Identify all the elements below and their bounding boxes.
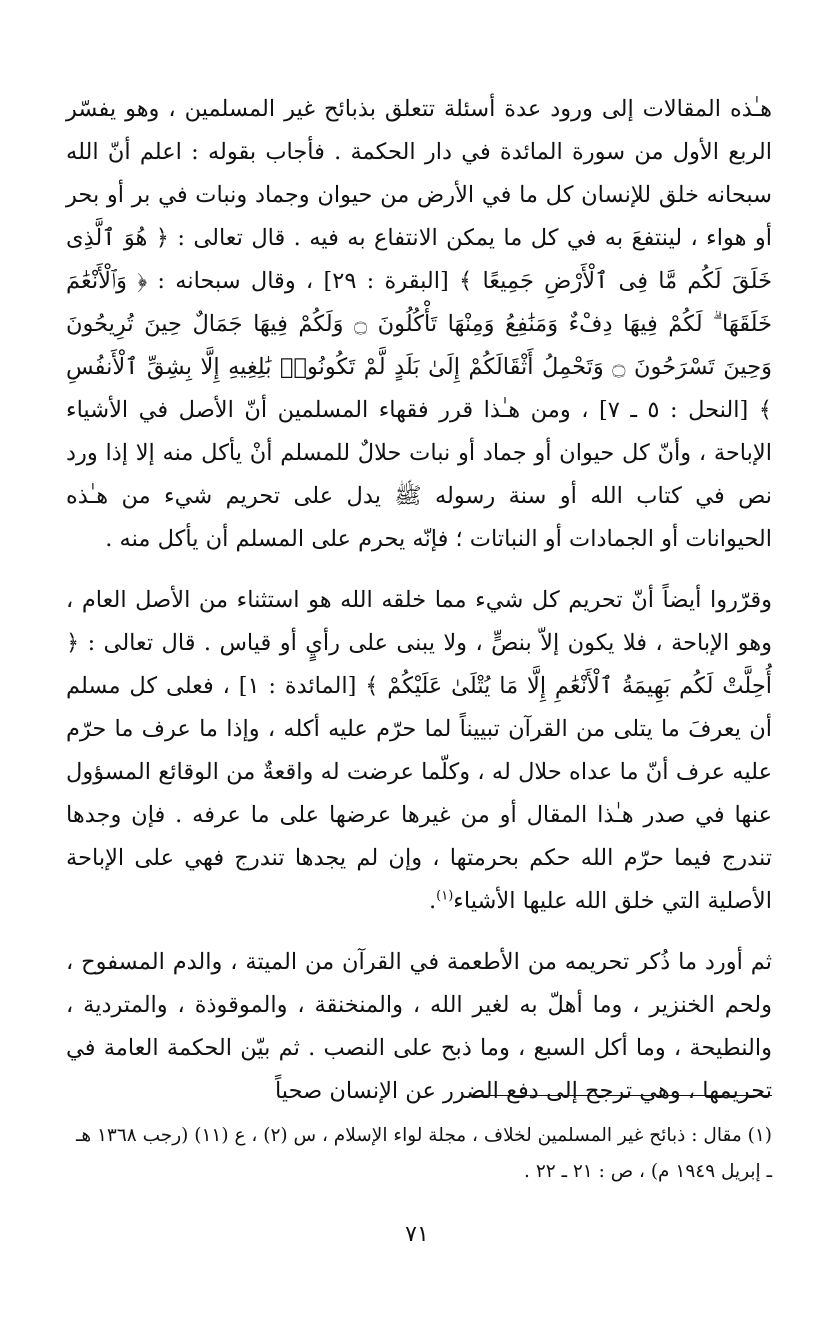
quran-verse-maidah-1: ﴿ أُحِلَّتْ لَكُم بَهِيمَةُ ٱلْأَنْعَٰمِ إِلَّا مَا يُتْلَىٰ عَلَيْكُمْ ﴾ — [66, 630, 772, 699]
paragraph-2-text-end: . — [429, 888, 437, 914]
paragraph-3 — [66, 941, 772, 1113]
paragraph-2 — [66, 579, 772, 923]
footnote-divider — [472, 1095, 772, 1096]
paragraph-1 — [66, 88, 772, 561]
footnote-1 — [66, 1118, 772, 1190]
footnote-1-number: (١) — [747, 1125, 772, 1146]
paragraph-1-text-after: [النحل : ٥ ـ ٧] ، ومن هـٰذا قرر فقهاء المسلمين أنّ الأصل في الأشياء الإباحة ، وأنّ كل حيوان أو جماد أو نبات حلالٌ للمسلم أنْ يأكل منه إلا إذا ورد نص في كتاب الله أو سنة رسوله ﷺ يدل على تحريم شيء من هـٰذه الحيوانات أو الجمادات أو النباتات ؛ فإنّه يحرم على المسلم أن يأكل منه . — [66, 397, 772, 552]
quran-verse-baqarah-29: ﴿ هُوَ ٱلَّذِى خَلَقَ لَكُم مَّا فِى ٱلْأَرْضِ جَمِيعًا ﴾ — [66, 225, 773, 294]
paragraph-3-text: ثم أورد ما ذُكر تحريمه من الأطعمة في القرآن من الميتة ، والدم المسفوح ، ولحم الخنزير ، وما أهلّ به لغير الله ، والمنخنقة ، والموقوذة ، والمتردية ، والنطيحة ، وما أكل السبع ، وما ذبح على النصب . ثم بيّن الحكمة العامة في تحريمها ، وهي ترجح إلى دفع الضرر عن الإنسان صحياً — [66, 949, 772, 1104]
quran-verse-nahl-5-7: ﴿ وَٱلْأَنْعَٰمَ خَلَقَهَا ۗ لَكُمْ فِيهَا دِفْءٌ وَمَنَٰفِعُ وَمِنْهَا تَأْكُلُونَ ۝ وَلَكُمْ فِيهَا جَمَالٌ حِينَ تُرِيحُونَ وَحِينَ تَسْرَحُونَ ۝ وَتَحْمِلُ أَثْقَالَكُمْ إِلَىٰ بَلَدٍ لَّمْ تَكُونُوا۟ بَٰلِغِيهِ إِلَّا بِشِقِّ ٱلْأَنفُسِ ﴾ — [66, 268, 772, 423]
page-number: ٧١ — [405, 1222, 429, 1247]
footnotes — [66, 1118, 772, 1190]
footnote-1-text: مقال : ذبائح غير المسلمين لخلاف ، مجلة لواء الإسلام ، س (٢) ، ع (١١) (رجب ١٣٦٨ هـ ـ إبريل ١٩٤٩ م) ، ص : ٢١ ـ ٢٢ . — [75, 1125, 772, 1182]
paragraph-1-text-before: هـٰذه المقالات إلى ورود عدة أسئلة تتعلق بذبائح غير المسلمين ، وهو يفسّر الربع الأول من سورة المائدة في دار الحكمة . فأجاب بقوله : اعلم أنّ الله سبحانه خلق للإنسان كل ما في الأرض من حيوان وجماد ونبات في بر أو بحر أو هواء ، لينتفعَ به في كل ما يمكن الانتفاع به فيه . قال تعالى : — [66, 96, 773, 251]
paragraph-2-text-after: [المائدة : ١] ، فعلى كل مسلم أن يعرفَ ما يتلى من القرآن تبييناً لما حرّم عليه أكله ، وإذا ما عرف ما حرّم عليه عرف أنّ ما عداه حلال له ، وكلّما عرضت له واقعةٌ من الوقائع المسؤول عنها في صدر هـٰذا المقال أو من غيرها عرضها على ما عرفه . فإن وجدها تندرج فيما حرّم الله حكم بحرمتها ، وإن لم يجدها تندرج فهي على الإباحة الأصلية التي خلق الله عليها الأشياء — [66, 673, 772, 914]
footnote-reference: (١) — [436, 888, 454, 904]
paragraph-2-text-before: وقرّروا أيضاً أنّ تحريم كل شيء مما خلقه الله هو استثناء من الأصل العام ، وهو الإباحة ، فلا يكون إلاّ بنصٍّ ، ولا يبنى على رأيٍ أو قياس . قال تعالى : — [66, 587, 772, 656]
paragraph-1-text-middle: [البقرة : ٢٩] ، وقال سبحانه : — [147, 268, 460, 294]
